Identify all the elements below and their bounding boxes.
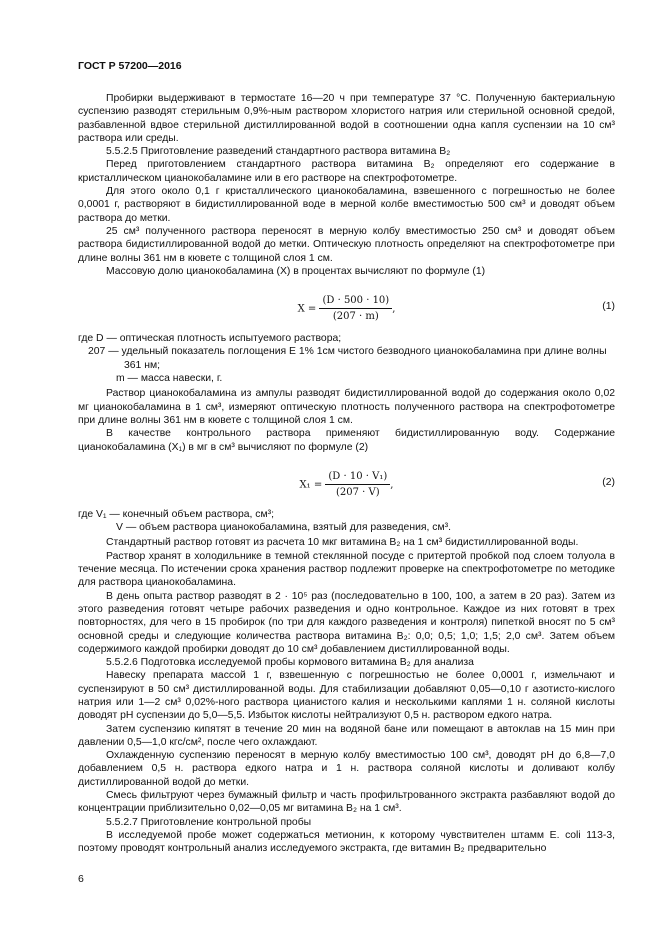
definition: где V₁ — конечный объем раствора, см³;: [78, 508, 274, 520]
paragraph: Затем суспензию кипятят в течение 20 мин на водяной бане или помещают в автоклав на 15 мин при давлении 0,5—1,0 кгс/см², после чего охлаждают.: [78, 723, 615, 748]
paragraph: Смесь фильтруют через бумажный фильтр и часть профильтрованного экстракта разбавляют водой до концентрации приблизительно 0,02—0,05 мг витамина B₂ на 1 см³.: [78, 790, 615, 815]
formula-expression: [78, 470, 615, 500]
formula-number: (1): [602, 301, 615, 313]
paragraph: Раствор цианокобаламина из ампулы разводят бидистиллированной водой до содержания около 0,02 мг цианокобаламина в 1 см³, измеряют оптическую плотность полученного раствора на спектрофотометре при длине волны 361 нм в кювете с толщиной слоя 1 см.: [78, 388, 615, 426]
formula-2: [78, 460, 615, 504]
formula-tail: ,: [390, 479, 394, 491]
paragraph: В исследуемой пробе может содержаться метионин, к которому чувствителен штамм E. coli 113-3, поэтому проводят контрольный анализ исследуемого экстракта, где витамин B₂ предварительно: [78, 829, 615, 855]
definition: где D — оптическая плотность испытуемого раствора;: [78, 333, 342, 345]
paragraph: Перед приготовлением стандартного раствора витамина B₂ определяют его содержание в кристаллическом цианокобаламине или в его растворе на спектрофотометре.: [78, 159, 615, 184]
definitions-2: [78, 508, 615, 535]
formula-lhs: X =: [297, 303, 317, 315]
formula-numerator: (D · 500 · 10): [319, 294, 392, 309]
definition: 207 — удельный показатель поглощения E 1% 1см чистого безводного цианокобаламина при длине волны: [88, 346, 607, 358]
formula-denominator: (207 · V): [336, 487, 380, 499]
formula-fraction: [325, 470, 390, 500]
formula-tail: ,: [392, 303, 396, 315]
formula-expression: [78, 294, 615, 324]
paragraph: Для этого около 0,1 г кристаллического цианокобаламина, взвешенного с погрешностью не более 0,0001 г, растворяют в бидистиллированной воде в мерной колбе вместимостью 500 см³ и доводят объем раствора до метки.: [78, 186, 615, 224]
paragraph: Пробирки выдерживают в термостате 16—20 ч при температуре 37 °С. Полученную бактериальную суспензию разводят стерильным 0,9%-ным раствором хлористого натрия или стерильной основной средой, разбавленной вдвое стерильной дистиллированной водой в соотношении одна капля суспензии на 10 см³ раствора или среды.: [78, 93, 615, 144]
formula-1: [78, 284, 615, 328]
definition: m — масса навески, г.: [116, 373, 223, 385]
formula-fraction: [319, 294, 392, 324]
paragraph: Навеску препарата массой 1 г, взвешенную с погрешностью не более 0,0001 г, измельчают и суспензируют в 50 см³ дистиллированной воды. Для стабилизации добавляют 0,05—0,10 г азотисто-кислого натрия или 1—2 см³ 0,02%-ного раствора цианистого калия и несколькими каплями 1 н. соляной кислоты доводят pH суспензии до 5,0—5,5. Избыток кислоты нейтрализуют 0,5 н. раствором едкого натра.: [78, 670, 615, 722]
formula-number: (2): [602, 476, 615, 488]
section-heading: 5.5.2.6 Подготовка исследуемой пробы кормового витамина B₂ для анализа: [106, 657, 474, 669]
formula-numerator: (D · 10 · V₁): [325, 470, 390, 485]
paragraph: Раствор хранят в холодильнике в темной стеклянной посуде с притертой пробкой под слоем толуола в течение месяца. По истечении срока хранения раствор подлежит проверке на спектрофотометре по методике для раствора цианокобаламина.: [78, 550, 615, 589]
paragraph: В день опыта раствор разводят в 2 · 10⁵ раз (последовательно в 100, 100, а затем в 20 раз). Затем из этого разведения готовят четыре рабочих разведения и одно контрольное. Каждое из них готовят в трех повторностях, для чего в 15 пробирок (по три для каждого разведения и контроля) пипеткой вносят по 5 см³ основной среды и следующие количества раствора витамина B₂: 0,0; 0,5; 1,0; 1,5; 2,0 см³. Затем объем содержимого каждой пробирки доводят до 10 см³ добавлением дистиллированной воды.: [78, 590, 615, 655]
formula-denominator: (207 · m): [332, 311, 379, 323]
paragraph: Стандартный раствор готовят из расчета 10 мкг витамина B₂ на 1 см³ бидистиллированной воды.: [106, 537, 579, 549]
paragraph: В качестве контрольного раствора применяют бидистиллированную воду. Содержание цианокобаламина (X₁) в мг в см³ вычисляют по формуле (2): [78, 428, 615, 453]
formula-lhs: X₁ =: [299, 479, 323, 491]
definition: V — объем раствора цианокобаламина, взятый для разведения, см³.: [116, 522, 451, 534]
definitions-1: [78, 332, 615, 385]
section-heading: 5.5.2.5 Приготовление разведений стандартного раствора витамина B₂: [106, 146, 451, 158]
paragraph: Массовую долю цианокобаламина (X) в процентах вычисляют по формуле (1): [106, 265, 486, 277]
paragraph: Охлажденную суспензию переносят в мерную колбу вместимостью 100 см³, доводят pH до 6,8—7,0 добавлением 0,5 н. раствора едкого натра и 1 н. раствора соляной кислоты и доливают колбу дистиллированной водой до метки.: [78, 750, 615, 788]
paragraph: 25 см³ полученного раствора переносят в мерную колбу вместимостью 250 см³ и доводят объем раствора бидистиллированной водой до метки. Оптическую плотность определяют на спектрофотометре при длине волны 361 нм в кювете с толщиной слоя 1 см.: [78, 225, 615, 264]
page-number: 6: [78, 873, 84, 885]
definition: 361 нм;: [124, 359, 160, 371]
document-body: [78, 92, 615, 856]
document-header: ГОСТ Р 57200—2016: [78, 60, 182, 72]
section-heading: 5.5.2.7 Приготовление контрольной пробы: [106, 816, 312, 828]
